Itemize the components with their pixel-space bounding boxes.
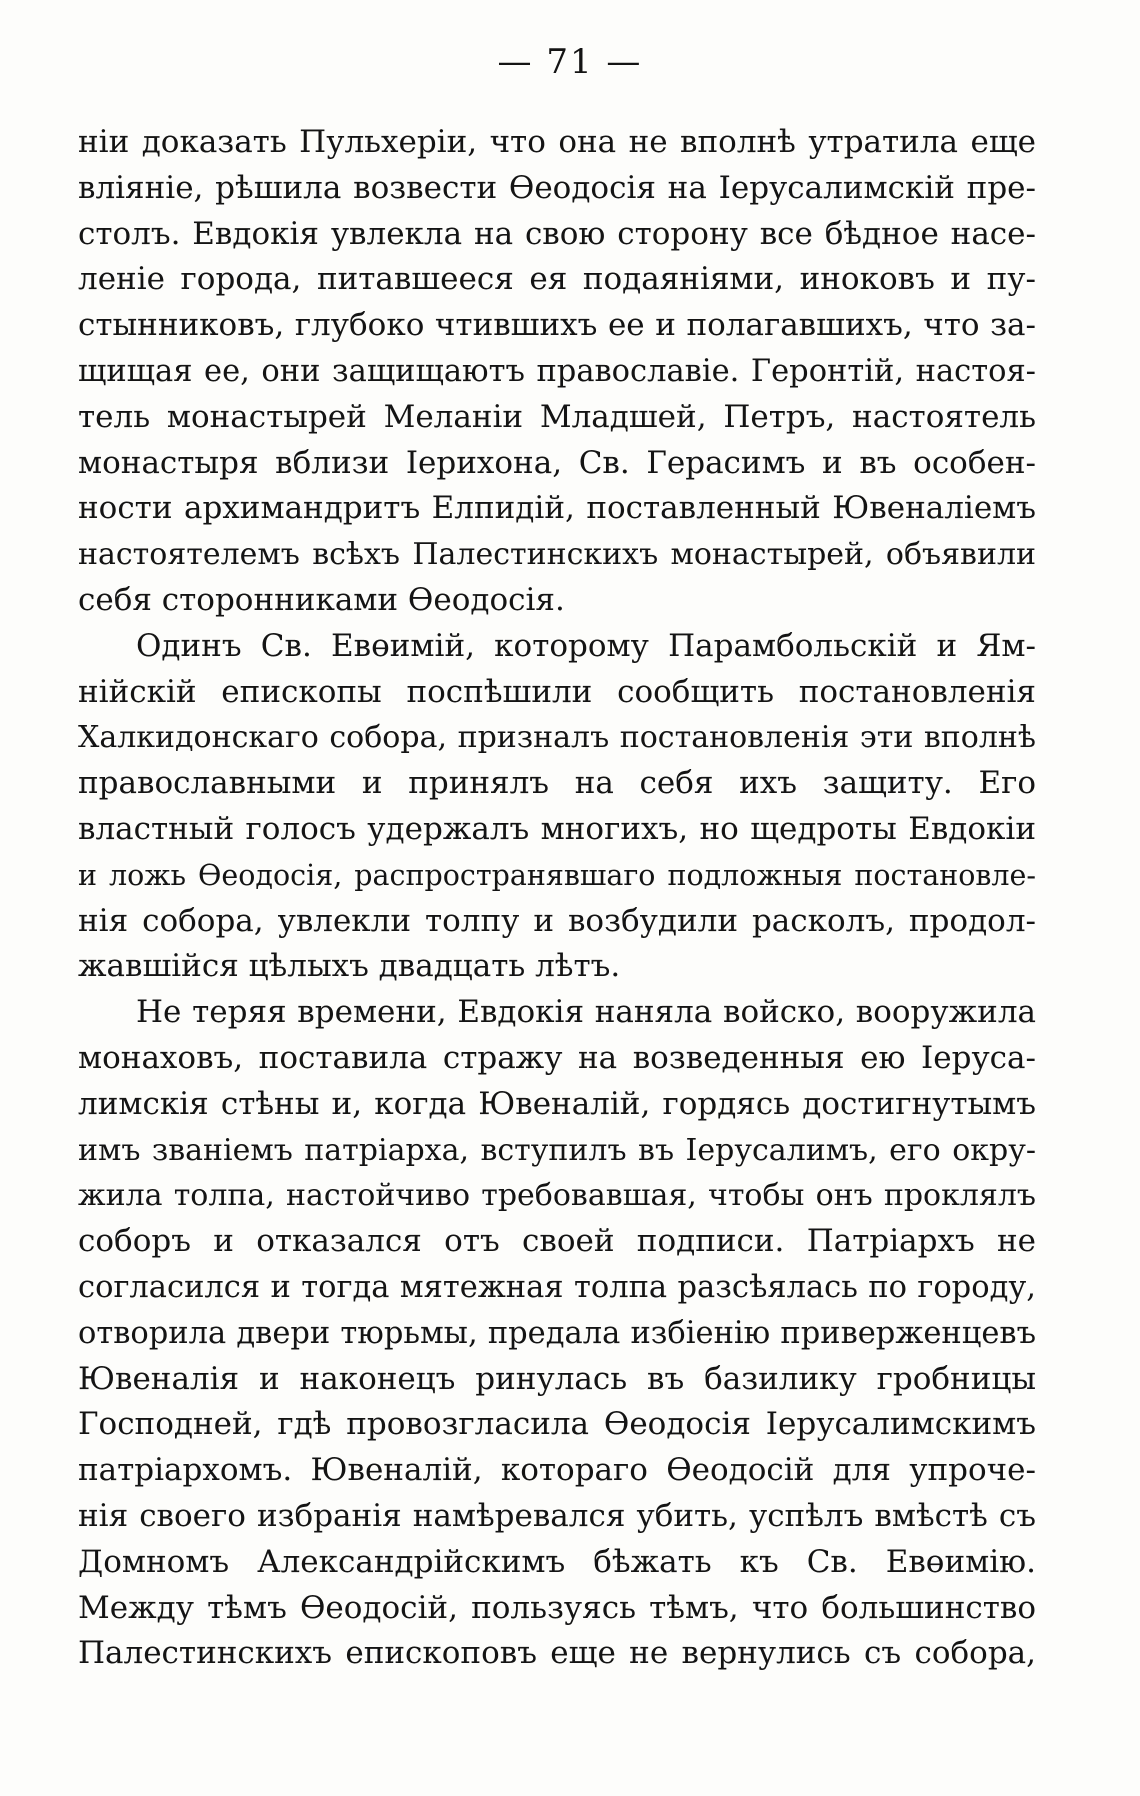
paragraph-start-line: Не теряя времени, Евдокiя наняла войско, вооружила: [136, 994, 1036, 1031]
text-line: монастыря вблизи Iерихона, Св. Герасимъ и въ особен-: [78, 444, 1036, 481]
text-line: ленiе города, питавшееся ея подаянiями, иноковъ и пу-: [78, 261, 1036, 298]
text-line: Палестинскихъ епископовъ еще не вернулись съ собора,: [78, 1635, 1036, 1672]
body-text: [78, 120, 1036, 1677]
text-line: щищая ее, они защищаютъ православiе. Геронтiй, настоя-: [78, 353, 1036, 389]
text-line: соборъ и отказался отъ своей подписи. Патрiархъ не: [78, 1223, 1036, 1260]
text-line: и ложь Өеодосiя, распространявшаго подложныя постановле-: [78, 858, 1036, 892]
text-line: тель монастырей Меланiи Младшей, Петръ, настоятель: [78, 398, 1036, 435]
text-line: монаховъ, поставила стражу на возведенныя ею Iеруса-: [78, 1039, 1036, 1076]
text-line: нiи доказать Пульхерiи, что она не вполнѣ утратила еще: [78, 124, 1036, 160]
text-line: патрiархомъ. Ювеналiй, котораго Өеодосiй для упроче-: [78, 1452, 1036, 1489]
text-line: православными и принялъ на себя ихъ защиту. Его: [78, 765, 1036, 802]
text-line: нiйскiй епископы поспѣшили сообщить постановленiя: [78, 673, 1036, 710]
paragraph-end-line: себя сторонниками Өеодосiя.: [78, 581, 565, 618]
paragraph-start-line: Одинъ Св. Евөимiй, которому Парамбольскiй и Ям-: [136, 627, 1036, 664]
text-line: жила толпа, настойчиво требовавшая, чтобы онъ проклялъ: [78, 1178, 1036, 1214]
text-line: ности архимандритъ Елпидiй, поставленный Ювеналiемъ: [78, 490, 1036, 527]
text-line: нiя собора, увлекли толпу и возбудили расколъ, продол-: [78, 902, 1036, 939]
text-line: Господней, гдѣ провозгласила Өеодосiя Iерусалимскимъ: [78, 1406, 1036, 1443]
text-line: отворила двери тюрьмы, предала избiенiю приверженцевъ: [78, 1315, 1036, 1351]
page-number: — 71 —: [497, 42, 643, 82]
text-line: Между тѣмъ Өеодосiй, пользуясь тѣмъ, что большинство: [78, 1589, 1036, 1626]
text-line: имъ званiемъ патрiарха, вступилъ въ Iерусалимъ, его окру-: [78, 1132, 1036, 1168]
text-line: Ювеналiя и наконецъ ринулась въ базилику гробницы: [78, 1360, 1036, 1397]
paragraph-end-line: жавшiйся цѣлыхъ двадцать лѣтъ.: [78, 948, 621, 985]
text-line: столъ. Евдокiя увлекла на свою сторону все бѣдное насе-: [78, 215, 1036, 252]
text-line: властный голосъ удержалъ многихъ, но щедроты Евдокiи: [78, 810, 1036, 847]
text-line: настоятелемъ всѣхъ Палестинскихъ монастырей, объявили: [78, 537, 1036, 573]
text-line: Домномъ Александрiйскимъ бѣжать къ Св. Евөимiю.: [78, 1543, 1036, 1580]
text-line: Халкидонскаго собора, призналъ постановленiя эти вполнѣ: [78, 720, 1036, 756]
text-line: влiянiе, рѣшила возвести Өеодосiя на Iерусалимскiй пре-: [78, 169, 1036, 206]
text-line: согласился и тогда мятежная толпа разсѣялась по городу,: [78, 1269, 1036, 1305]
text-line: стынниковъ, глубоко чтившихъ ее и полагавшихъ, что за-: [78, 307, 1036, 344]
text-line: лимскiя стѣны и, когда Ювеналiй, гордясь достигнутымъ: [78, 1085, 1036, 1122]
text-line: нiя своего избранiя намѣревался убить, успѣлъ вмѣстѣ съ: [78, 1497, 1036, 1534]
